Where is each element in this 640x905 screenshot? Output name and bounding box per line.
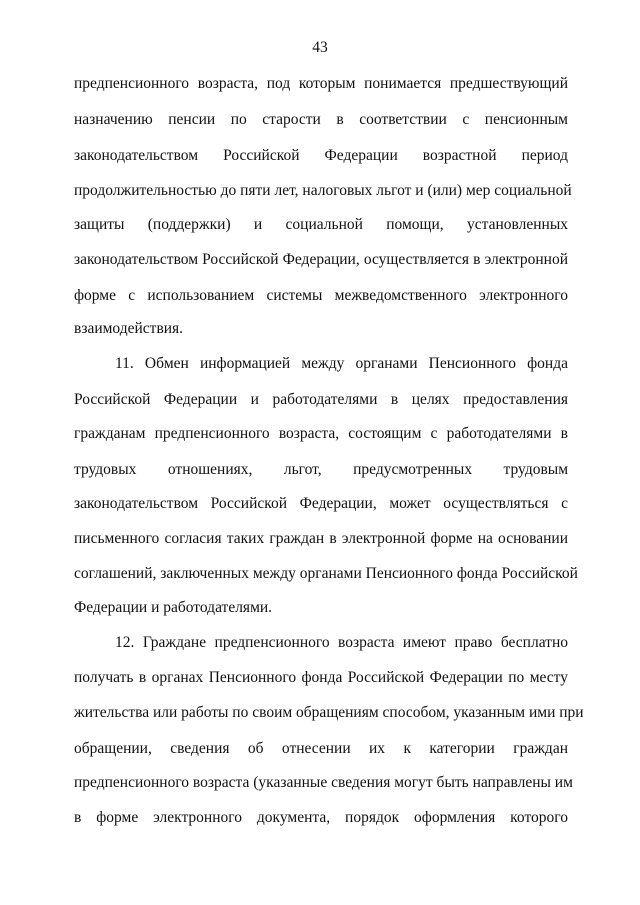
text-line: законодательством Российской Федерации возрастной период (74, 147, 568, 164)
text-line: форме с использованием системы межведомственного электронного (74, 287, 568, 304)
text-line: гражданам предпенсионного возраста, состоящим с работодателями в (74, 425, 568, 442)
text-line: получать в органах Пенсионного фонда Российской Федерации по месту (74, 669, 568, 686)
text-line: законодательством Российской Федерации, осуществляется в электронной (74, 251, 568, 268)
text-line: назначению пенсии по старости в соответствии с пенсионным (74, 111, 568, 128)
text-line: письменного согласия таких граждан в электронной форме на основании (74, 530, 568, 547)
text-line: предпенсионного возраста, под которым понимается предшествующий (74, 75, 568, 92)
text-line: трудовых отношениях, льгот, предусмотренных трудовым (74, 461, 568, 478)
text-line: продолжительностью до пяти лет, налоговых льгот и (или) мер социальной (74, 182, 572, 199)
page-number: 43 (312, 39, 328, 56)
text-line: жительства или работы по своим обращениям способом, указанным ими при (74, 704, 584, 721)
text-line: в форме электронного документа, порядок оформления которого (74, 809, 568, 826)
text-line: соглашений, заключенных между органами Пенсионного фонда Российской (74, 565, 578, 582)
text-line: предпенсионного возраста (указанные сведения могут быть направлены им (74, 774, 573, 791)
text-line: защиты (поддержки) и социальной помощи, установленных (74, 216, 568, 233)
text-line: Федерации и работодателями. (74, 599, 273, 616)
paragraph-11-first-line: 11. Обмен информацией между органами Пенсионного фонда (115, 355, 568, 372)
text-line: Российской Федерации и работодателями в целях предоставления (74, 391, 568, 408)
text-line: взаимодействия. (74, 320, 184, 337)
text-line: обращении, сведения об отнесении их к категории граждан (74, 740, 568, 757)
text-line: законодательством Российской Федерации, может осуществляться с (74, 495, 568, 512)
paragraph-12-first-line: 12. Граждане предпенсионного возраста имеют право бесплатно (115, 634, 568, 651)
